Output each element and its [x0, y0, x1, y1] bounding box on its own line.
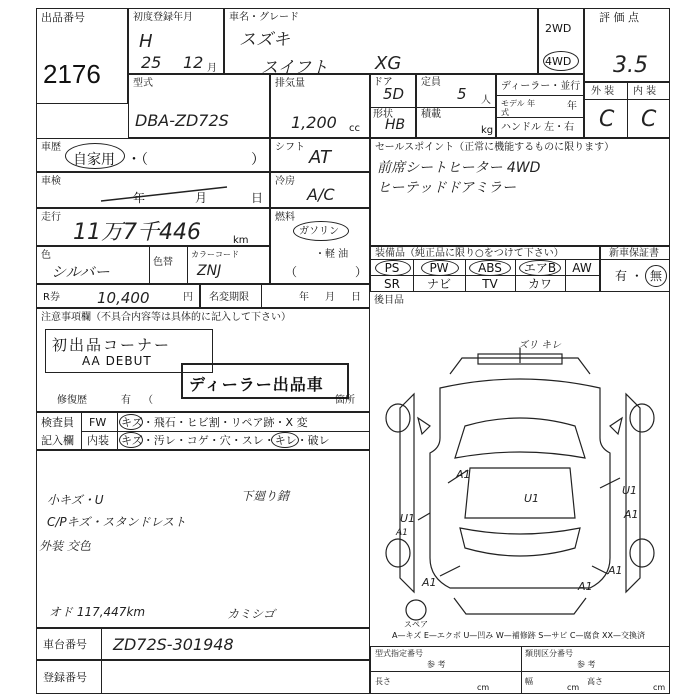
sales-point-line1: 前席シートヒーター 4WD — [377, 160, 541, 176]
drive-2wd: 2WD — [545, 22, 572, 35]
color-code: ZNJ — [197, 263, 222, 279]
recycle-value: 10,400 — [97, 289, 150, 307]
body-type: HB — [385, 117, 406, 133]
doors-value: 5D — [383, 85, 405, 103]
name-change-month: 月 — [325, 292, 335, 303]
equip-tv: TV — [482, 277, 498, 291]
history-extra: ・（ — [127, 152, 148, 168]
car-name-label: 車名・グレード — [229, 12, 299, 23]
circle-abs — [469, 260, 511, 276]
rating-label: 評 価 点 — [599, 11, 639, 24]
cert-height-label: 高さ — [587, 677, 603, 686]
equip-leather: カワ — [527, 277, 552, 291]
car-grade: XG — [375, 53, 402, 74]
aa-debut-text: AA DEBUT — [82, 354, 152, 368]
model-code-cell — [128, 74, 270, 138]
first-reg-cell — [128, 8, 224, 74]
first-reg-month: 12 — [183, 53, 204, 72]
equip-airbag: エアB — [523, 261, 557, 275]
fuel-paren-close: ） — [355, 265, 368, 279]
handle-label: ハンドル 左・右 — [501, 122, 575, 133]
first-reg-year: 25 — [141, 53, 162, 72]
recycle-unit: 円 — [183, 292, 193, 303]
model-code-value: DBA-ZD72S — [135, 111, 229, 130]
diagram-top-label: ズリ キレ — [518, 340, 562, 351]
fuel-gas: ガソリン — [299, 226, 339, 237]
dealer-cell — [496, 74, 584, 138]
mark-3: U1 — [400, 512, 416, 525]
color-value: シルバー — [51, 263, 110, 281]
dealer-stamp-text: ディーラー出品車 — [189, 375, 324, 394]
mark-4: A1 — [396, 528, 408, 538]
equipment-label: 装備品（純正品に限り○をつけて下さい） — [375, 248, 564, 259]
car-diagram-area — [370, 308, 670, 638]
name-change-label: 名変期限 — [209, 292, 249, 303]
hw-line4: オド 117,447km — [49, 605, 146, 619]
first-reg-era: H — [139, 31, 153, 52]
car-diagram-svg — [370, 308, 670, 638]
color-cell — [36, 246, 270, 284]
shift-cell — [270, 138, 370, 172]
repair-value: 有 — [121, 395, 131, 406]
chassis-cell — [36, 628, 370, 660]
history-value: 自家用 — [73, 152, 115, 168]
notes-cell — [36, 308, 370, 412]
inspector-label-2: 記入欄 — [41, 434, 74, 447]
name-change-year: 年 — [299, 292, 309, 303]
handwritten-area — [36, 450, 370, 628]
inspection-day: 日 — [251, 191, 264, 205]
cert-width-unit: cm — [567, 683, 580, 692]
hw-line1: 小キズ・U — [47, 493, 104, 507]
drive-4wd: 4WD — [545, 55, 572, 68]
capacity-cell — [416, 74, 496, 138]
mark-2: A1 — [456, 468, 471, 481]
ext-label: 外 装 — [591, 86, 615, 97]
body-type-label: 形状 — [373, 109, 393, 120]
load-label: 積載 — [421, 109, 441, 120]
model-year-label: モデル 年式 — [501, 99, 536, 117]
capacity-value: 5 — [457, 85, 467, 103]
circle-scratch-int — [119, 432, 143, 448]
lot-label: 出品番号 — [41, 11, 85, 24]
equip-ps: PS — [384, 261, 400, 275]
inspection-month: 月 — [195, 191, 208, 205]
inspector-fw: FW — [89, 416, 107, 429]
inspection-cell — [36, 172, 270, 208]
displacement-cell — [270, 74, 370, 138]
history-label: 車歴 — [41, 142, 61, 153]
displacement-label: 排気量 — [275, 78, 305, 89]
sales-point-line2: ヒーテッドドアミラー — [377, 180, 517, 196]
capacity-label: 定員 — [421, 77, 441, 88]
inspector-interior: 内装 — [87, 434, 109, 447]
equip-pw: PW — [429, 261, 449, 275]
warranty-label: 新車保証書 — [609, 248, 659, 259]
spare-label: スペア — [404, 620, 428, 629]
model-code-label: 型式 — [133, 78, 153, 89]
cert-model-label: 型式指定番号 — [375, 649, 423, 658]
shift-value: AT — [309, 147, 331, 168]
mileage-label: 走行 — [41, 212, 61, 223]
mark-1: U1 — [524, 492, 540, 505]
notes-label: 注意事項欄（不具合内容等は具体的に記入して下さい） — [41, 312, 291, 323]
mark-6: A1 — [624, 508, 639, 521]
ac-value: A/C — [307, 185, 335, 204]
shift-label: シフト — [275, 142, 305, 153]
hw-line4-right: カミシゴ — [227, 607, 276, 621]
equipment-cell — [370, 246, 600, 292]
chassis-label: 車台番号 — [43, 638, 87, 651]
dealer-stamp — [181, 363, 349, 399]
rating-score: 3.5 — [613, 53, 648, 78]
car-model: スイフト — [261, 58, 329, 78]
dealer-parallel: ディーラー・並行 — [501, 81, 581, 92]
recycle-label: R券 — [43, 292, 60, 303]
fuel-label: 燃料 — [275, 212, 295, 223]
mileage-cell — [36, 208, 270, 246]
mileage-value: 11万7千446 — [73, 220, 201, 245]
rear-items-label: 後目品 — [374, 295, 404, 306]
registration-cell — [36, 660, 370, 694]
cert-ref-1: 参 考 — [427, 660, 446, 669]
mark-9: A1 — [608, 564, 623, 577]
load-unit: kg — [481, 125, 494, 136]
fuel-diesel: ・軽 油 — [315, 249, 349, 260]
displacement-unit: cc — [349, 123, 360, 134]
name-change-day: 日 — [351, 292, 361, 303]
inspection-strike — [97, 181, 237, 207]
fuel-paren-open: （ — [285, 265, 298, 279]
circle-scratch-ext — [119, 414, 143, 430]
car-name-cell — [224, 8, 538, 78]
cert-cell — [370, 646, 670, 694]
doors-cell — [370, 74, 416, 138]
repair-paren: （ — [143, 395, 153, 406]
drive-cell — [538, 8, 584, 74]
sales-points-cell — [370, 138, 670, 246]
warranty-no: 無 — [650, 269, 663, 283]
inspector-row2: キズ・汚レ・コゲ・穴・スレ・キレ・破レ — [121, 434, 330, 447]
lot-cell — [36, 8, 128, 104]
inspection-year: 年 — [133, 191, 146, 205]
mark-8: A1 — [578, 580, 593, 593]
model-year-unit: 年 — [567, 101, 577, 112]
fuel-cell — [270, 208, 370, 284]
int-label: 内 装 — [633, 86, 657, 97]
car-maker: スズキ — [239, 30, 290, 50]
cert-class-label: 類別区分番号 — [525, 649, 573, 658]
equip-sr: SR — [384, 277, 400, 291]
capacity-unit: 人 — [481, 95, 491, 106]
mark-5: U1 — [622, 484, 638, 497]
sales-points-label: セールスポイント（正常に機能するものに限ります） — [375, 142, 615, 153]
circle-pw — [421, 260, 459, 276]
mileage-unit: km — [233, 235, 249, 246]
cert-width-label: 幅 — [525, 677, 533, 686]
mark-7: A1 — [422, 576, 437, 589]
recycle-cell — [36, 284, 200, 308]
hw-line2: C/Pキズ・スタンドレスト — [47, 515, 187, 529]
equip-abs: ABS — [478, 261, 502, 275]
inspector-row1: キズ・飛石・ヒビ割・リペア跡・X 変 — [121, 416, 308, 429]
inspector-label-1: 検査員 — [41, 416, 74, 429]
hw-line3: 外装 交色 — [39, 539, 91, 553]
equip-aw: AW — [572, 261, 592, 275]
hw-line1-right: 下廻り錆 — [241, 489, 290, 503]
first-reg-month-unit: 月 — [207, 63, 217, 74]
name-change-cell — [200, 284, 370, 308]
history-close: ） — [251, 152, 265, 168]
equip-navi: ナビ — [426, 277, 451, 291]
color-code-label: カラーコード — [191, 250, 239, 259]
rating-cell — [584, 8, 670, 82]
color-label: 色 — [41, 250, 51, 261]
circle-airbag — [519, 260, 561, 276]
cert-height-unit: cm — [653, 683, 666, 692]
cert-length-unit: cm — [477, 683, 490, 692]
ext-grade: C — [599, 107, 615, 132]
ac-cell — [270, 172, 370, 208]
first-corner-text: 初出品コーナー — [52, 336, 172, 354]
cert-ref-2: 参 考 — [577, 660, 596, 669]
lot-number: 2176 — [43, 59, 101, 89]
color-change-label: 色替 — [153, 257, 173, 268]
displacement-value: 1,200 — [291, 113, 337, 132]
int-grade: C — [641, 107, 657, 132]
warranty-yes: 有 ・ — [615, 269, 643, 283]
inspector-cell — [36, 412, 370, 450]
doors-label: ドア — [373, 77, 393, 88]
repair-label: 修復歴 — [57, 395, 87, 406]
repair-place: 箇所 — [335, 395, 355, 406]
cert-length-label: 長さ — [375, 677, 391, 686]
circle-wear — [271, 432, 299, 448]
history-cell — [36, 138, 270, 172]
first-reg-label: 初度登録年月 — [133, 12, 193, 23]
inspection-label: 車検 — [41, 176, 61, 187]
warranty-cell — [600, 246, 670, 292]
registration-label: 登録番号 — [43, 671, 87, 684]
rating-sub-cell — [584, 82, 670, 138]
chassis-value: ZD72S-301948 — [113, 635, 234, 654]
circle-ps — [375, 260, 411, 276]
ac-label: 冷房 — [275, 176, 295, 187]
diagram-legend: A—キズ E—エクボ U—凹み W—補修跡 S—サビ C—腐食 XX—交換済 — [392, 631, 646, 640]
